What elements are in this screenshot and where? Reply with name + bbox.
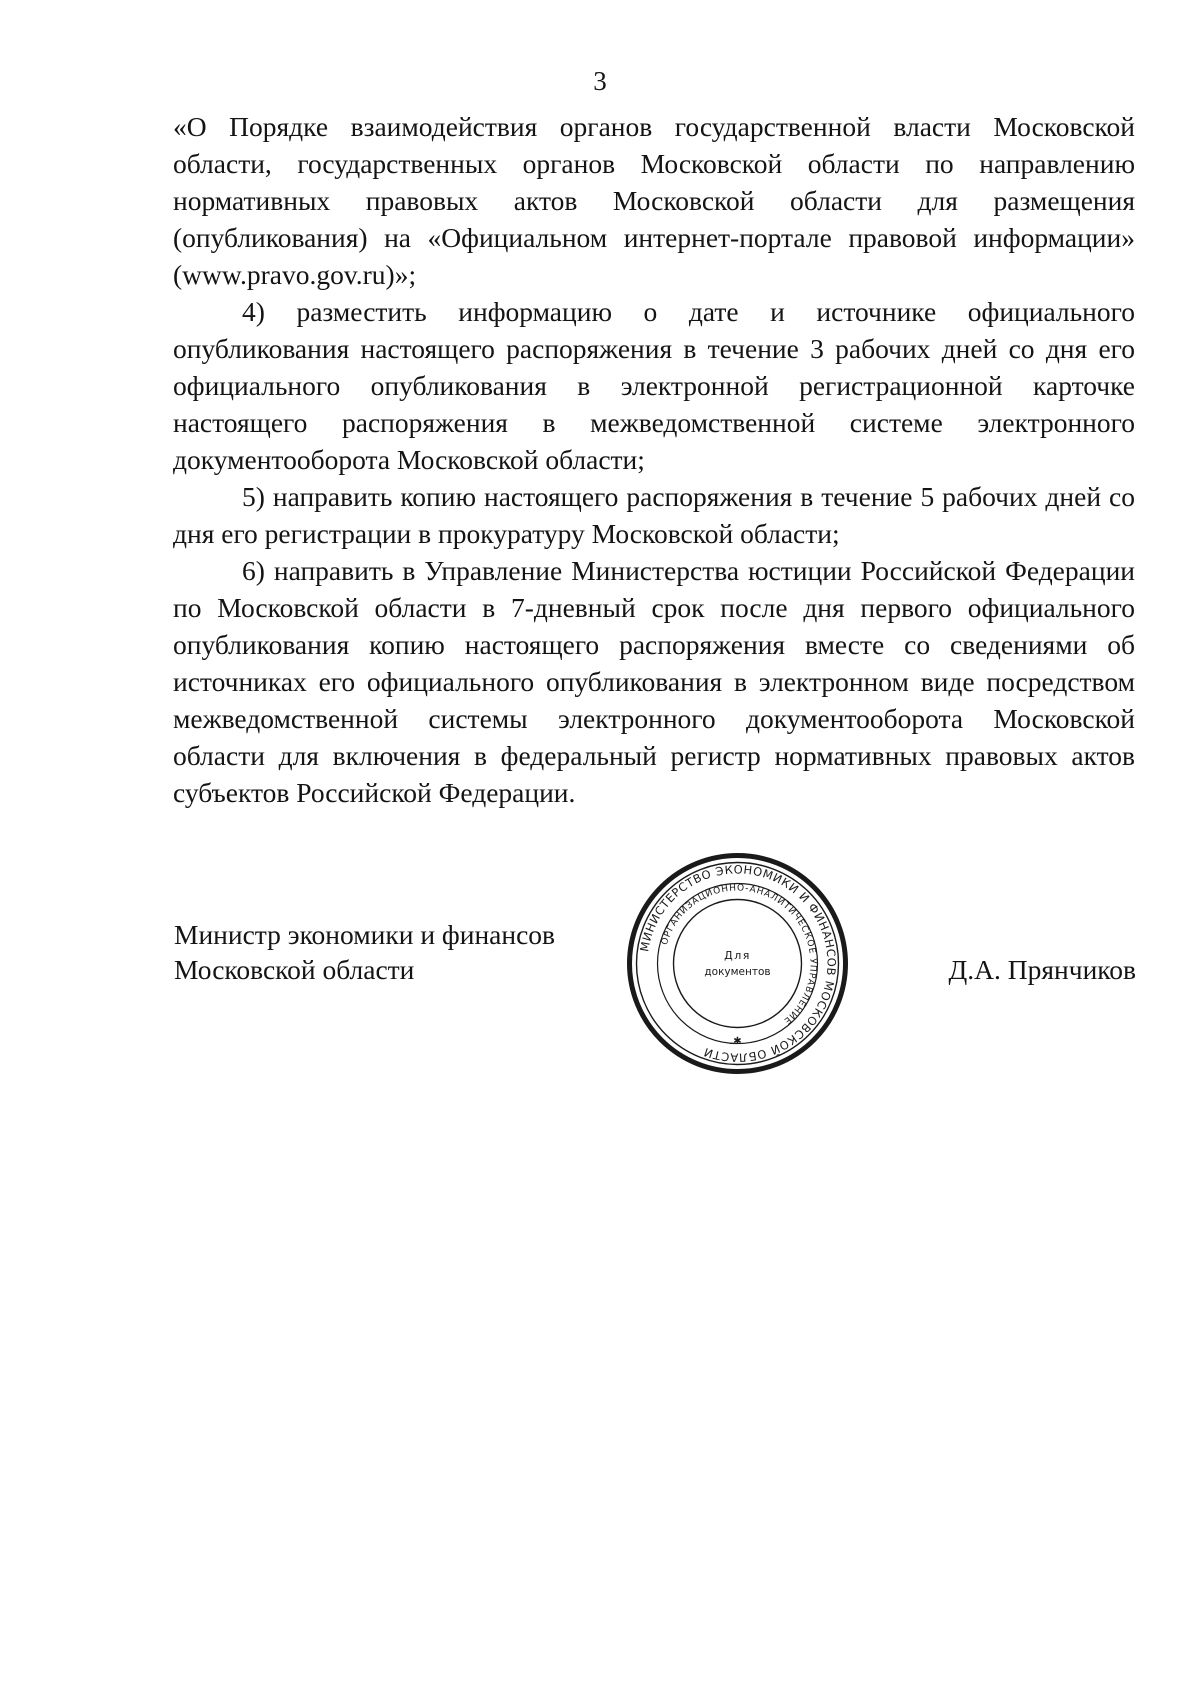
seal-star-icon: ✱ xyxy=(733,1036,742,1047)
paragraph-item-5: 5) направить копию настоящего распоряжения в течение 5 рабочих дней со дня его регистрации в прокуратуру Московской области; xyxy=(173,481,1135,549)
official-seal xyxy=(625,851,850,1076)
paragraph-item-6: 6) направить в Управление Министерства юстиции Российской Федерации по Московской области в 7-дневный срок после дня первого официального опубликования копию настоящего распоряжения вместе со сведениями об источниках его официального опубликования в электронном виде посредством межведомственной системы электронного документооборота Московской области для включения в федеральный регистр нормативных правовых актов субъектов Российской Федерации. xyxy=(173,555,1135,808)
signatory-position-line-2: Московской области xyxy=(174,954,415,985)
seal-inner-ring-text: ОРГАНИЗАЦИОННО-АНАЛИТИЧЕСКОЕ УПРАВЛЕНИЕ xyxy=(659,883,818,1026)
seal-icon xyxy=(625,851,850,1076)
paragraph-item-4: 4) разместить информацию о дате и источнике официального опубликования настоящего распоряжения в течение 3 рабочих дней со дня его официального опубликования в электронной регистрационной карточке настоящего распоряжения в межведомственной системе электронного документооборота Московской области; xyxy=(173,296,1135,475)
paragraph-continuation: «О Порядке взаимодействия органов государственной власти Московской области, государственных органов Московской области по направлению нормативных правовых актов Московской области для размещения (опубликования) на «Официальном интернет-портале правовой информации» (www.pravo.gov.ru)»; xyxy=(173,111,1135,290)
seal-center-line-1: Для xyxy=(724,949,751,962)
signatory-name: Д.А. Прянчиков xyxy=(948,954,1136,985)
page-number: 3 xyxy=(593,66,607,96)
signatory-position-line-1: Министр экономики и финансов xyxy=(174,919,556,950)
signatory-position xyxy=(174,917,555,987)
seal-outer-ring-text: МИНИСТЕРСТВО ЭКОНОМИКИ И ФИНАНСОВ МОСКОВСКОЙ ОБЛАСТИ xyxy=(637,862,839,1065)
document-body xyxy=(173,108,1135,811)
seal-center-line-2: документов xyxy=(704,966,771,978)
